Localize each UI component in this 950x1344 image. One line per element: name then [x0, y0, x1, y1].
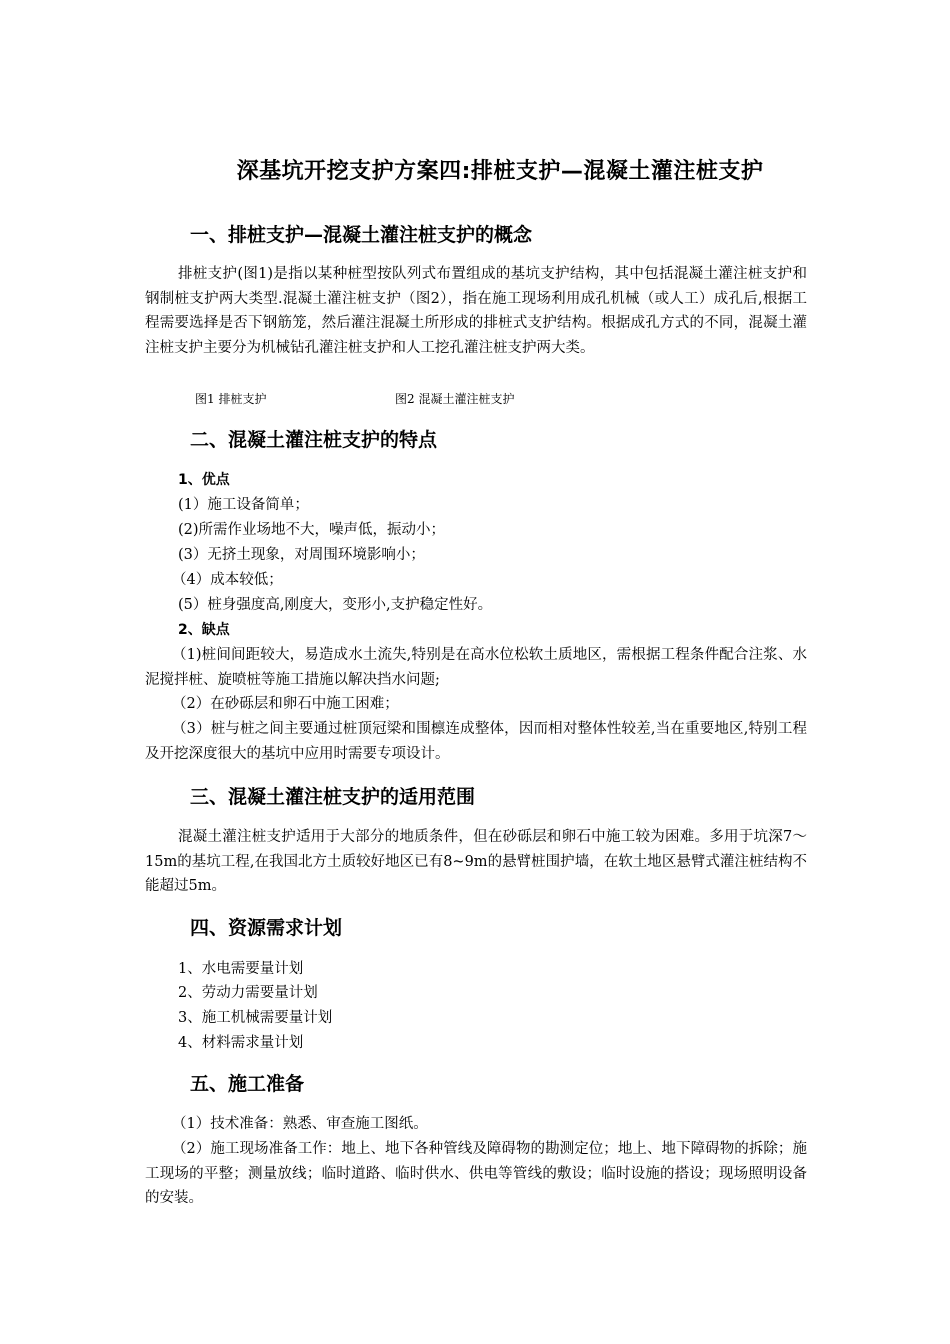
advantages-heading: 1、优点 [178, 472, 230, 488]
section4-heading: 四、资源需求计划 [190, 917, 343, 939]
advantage-item: (1）施工设备简单； [178, 497, 309, 513]
section5-heading: 五、施工准备 [190, 1073, 305, 1095]
disadvantage-item: （2）在砂砾层和卵石中施工困难； [172, 696, 399, 712]
advantage-item: （4）成本较低； [172, 572, 283, 588]
advantage-item: (3）无挤土现象，对周围环境影响小； [178, 547, 425, 563]
figure2-caption: 图2 混凝土灌注桩支护 [395, 392, 515, 406]
preparation-item: （1）技术准备：熟悉、审查施工图纸。 [172, 1116, 428, 1132]
resource-plan-item: 2、劳动力需要量计划 [178, 985, 318, 1001]
section1-heading: 一、排桩支护—混凝土灌注桩支护的概念 [190, 224, 533, 246]
resource-plan-item: 3、施工机械需要量计划 [178, 1010, 333, 1026]
resource-plan-item: 4、材料需求量计划 [178, 1035, 304, 1051]
figure1-caption: 图1 排桩支护 [195, 392, 267, 406]
disadvantage-item: （3）桩与桩之间主要通过桩顶冠梁和围檩连成整体，因而相对整体性较差,当在重要地区,特别工程及开挖深度很大的基坑中应用时需要专项设计。 [145, 721, 807, 762]
advantage-item: (5）桩身强度高,刚度大，变形小,支护稳定性好。 [178, 597, 493, 613]
disadvantage-item: （1)桩间间距较大，易造成水土流失,特别是在高水位松软土质地区，需根据工程条件配合注浆、水泥搅拌桩、旋喷桩等施工措施以解决挡水问题; [145, 647, 807, 688]
preparation-item: （2）施工现场准备工作：地上、地下各种管线及障碍物的勘测定位；地上、地下障碍物的拆除；施工现场的平整；测量放线；临时道路、临时供水、供电等管线的敷设；临时设施的搭设；现场照明设备的安装。 [145, 1141, 807, 1207]
section1-paragraph: 排桩支护(图1)是指以某种桩型按队列式布置组成的基坑支护结构，其中包括混凝土灌注桩支护和钢制桩支护两大类型.混凝土灌注桩支护（图2），指在施工现场利用成孔机械（或人工）成孔后,根据工程需要选择是否下钢筋笼，然后灌注混凝土所形成的排桩式支护结构。根据成孔方式的不同，混凝土灌注桩支护主要分为机械钻孔灌注桩支护和人工挖孔灌注桩支护两大类。 [145, 266, 807, 356]
resource-plan-item: 1、水电需要量计划 [178, 961, 304, 977]
disadvantages-heading: 2、缺点 [178, 622, 230, 638]
section2-heading: 二、混凝土灌注桩支护的特点 [190, 429, 438, 451]
advantage-item: (2)所需作业场地不大，噪声低，振动小； [178, 522, 446, 538]
document-title: 深基坑开挖支护方案四:排桩支护—混凝土灌注桩支护 [236, 159, 764, 184]
section3-heading: 三、混凝土灌注桩支护的适用范围 [190, 786, 476, 808]
section3-paragraph: 混凝土灌注桩支护适用于大部分的地质条件，但在砂砾层和卵石中施工较为困难。多用于坑深7～15m的基坑工程,在我国北方土质较好地区已有8~9m的悬臂桩围护墙，在软土地区悬臂式灌注桩结构不能超过5m。 [145, 829, 807, 895]
